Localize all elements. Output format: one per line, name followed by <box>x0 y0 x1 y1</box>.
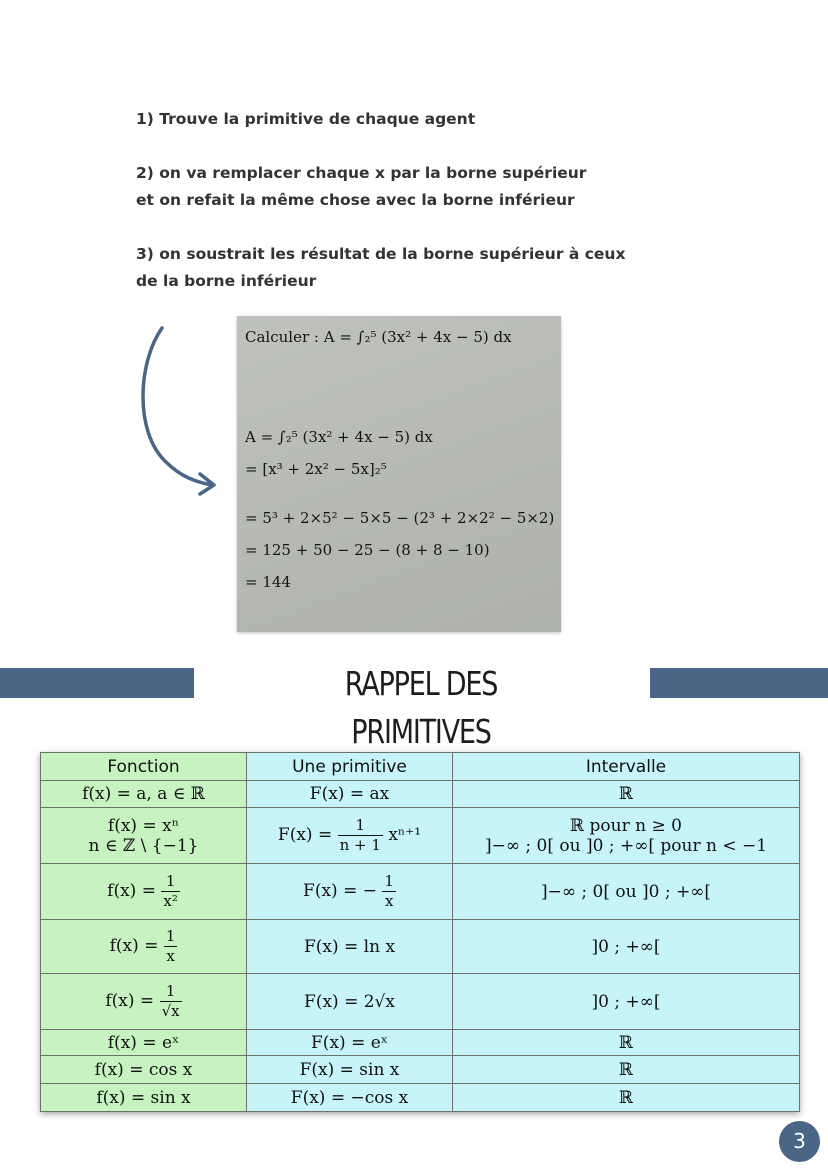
fraction <box>382 872 396 911</box>
example-prompt: Calculer : A = ∫₂⁵ (3x² + 4x − 5) dx <box>245 328 512 346</box>
fonction-prefix: f(x) = <box>107 881 156 901</box>
primitives-table <box>40 752 800 1112</box>
header-intervalle: Intervalle <box>453 753 800 781</box>
step-1 <box>136 106 696 133</box>
heading-bar-left <box>0 668 194 698</box>
cell-fonction <box>41 974 247 1030</box>
page-number-badge: 3 <box>779 1121 820 1162</box>
cell-primitive <box>247 808 453 864</box>
fraction <box>338 816 383 855</box>
fraction-denominator: x <box>384 892 394 910</box>
table-row <box>41 974 800 1030</box>
cell-fonction <box>41 920 247 974</box>
table-row <box>41 1084 800 1112</box>
example-line-4: = 125 + 50 − 25 − (8 + 8 − 10) <box>245 541 490 559</box>
table-row <box>41 864 800 920</box>
step-2 <box>136 160 696 214</box>
cell-intervalle <box>453 808 800 864</box>
cell-intervalle: ]0 ; +∞[ <box>453 920 800 974</box>
cell-fonction-line-2: n ∈ ℤ \ {−1} <box>88 835 199 856</box>
fraction-numerator: 1 <box>161 872 179 892</box>
primitive-suffix: xⁿ⁺¹ <box>388 825 422 845</box>
cell-primitive: F(x) = −cos x <box>247 1084 453 1112</box>
cell-fonction: f(x) = a, a ∈ ℝ <box>41 781 247 808</box>
table-row <box>41 781 800 808</box>
section-heading: RAPPEL DES PRIMITIVES <box>274 660 568 758</box>
cell-intervalle: ℝ <box>453 1084 800 1112</box>
example-line-5: = 144 <box>245 573 291 591</box>
step-2-line-2: et on refait la même chose avec la borne inférieur <box>136 191 575 209</box>
fraction-numerator: 1 <box>338 816 383 836</box>
worked-example-photo <box>237 316 561 632</box>
fraction-numerator: 1 <box>165 927 176 945</box>
header-fonction: Fonction <box>41 753 247 781</box>
cell-fonction: f(x) = eˣ <box>41 1030 247 1056</box>
cell-fonction: f(x) = sin x <box>41 1084 247 1112</box>
primitive-prefix: F(x) = − <box>303 881 377 901</box>
cell-fonction <box>41 808 247 864</box>
table-row <box>41 920 800 974</box>
cell-intervalle: ]0 ; +∞[ <box>453 974 800 1030</box>
cell-primitive: F(x) = 2√x <box>247 974 453 1030</box>
curved-arrow-icon <box>136 322 226 502</box>
cell-primitive <box>247 864 453 920</box>
cell-intervalle: ℝ <box>453 1030 800 1056</box>
table-row <box>41 1056 800 1084</box>
example-line-3: = 5³ + 2×5² − 5×5 − (2³ + 2×2² − 5×2) <box>245 509 555 527</box>
cell-fonction-line-1: f(x) = xⁿ <box>107 815 180 836</box>
fraction-denominator: n + 1 <box>339 836 381 854</box>
fraction-denominator: x² <box>163 892 178 910</box>
primitive-prefix: F(x) = <box>277 825 333 845</box>
table-header-row <box>41 753 800 781</box>
cell-primitive: F(x) = sin x <box>247 1056 453 1084</box>
heading-bar-right <box>650 668 828 698</box>
cell-intervalle: ℝ <box>453 781 800 808</box>
cell-fonction: f(x) = cos x <box>41 1056 247 1084</box>
cell-intervalle-line-2: ]−∞ ; 0[ ou ]0 ; +∞[ pour n < −1 <box>484 835 768 856</box>
cell-primitive: F(x) = eˣ <box>247 1030 453 1056</box>
step-3-line-2: de la borne inférieur <box>136 272 317 290</box>
example-line-1: A = ∫₂⁵ (3x² + 4x − 5) dx <box>245 428 433 446</box>
header-primitive: Une primitive <box>247 753 453 781</box>
example-line-2: = [x³ + 2x² − 5x]₂⁵ <box>245 460 387 478</box>
cell-intervalle: ]−∞ ; 0[ ou ]0 ; +∞[ <box>453 864 800 920</box>
step-2-line-1: 2) on va remplacer chaque x par la borne supérieur <box>136 164 587 182</box>
step-3 <box>136 241 696 295</box>
fraction <box>164 927 178 966</box>
table-row <box>41 808 800 864</box>
fraction-denominator: x <box>166 947 175 965</box>
step-3-line-1: 3) on soustrait les résultat de la borne supérieur à ceux <box>136 245 626 263</box>
table-row <box>41 1030 800 1056</box>
fonction-prefix: f(x) = <box>105 991 155 1011</box>
cell-intervalle-line-1: ℝ pour n ≥ 0 <box>570 815 682 836</box>
cell-intervalle: ℝ <box>453 1056 800 1084</box>
step-1-line-1: 1) Trouve la primitive de chaque agent <box>136 110 476 128</box>
fraction-denominator: √x <box>161 1002 180 1020</box>
fraction <box>161 872 179 911</box>
cell-primitive: F(x) = ln x <box>247 920 453 974</box>
cell-fonction <box>41 864 247 920</box>
fraction <box>160 982 182 1021</box>
instructions <box>136 106 696 322</box>
fraction-numerator: 1 <box>384 872 394 890</box>
fonction-prefix: f(x) = <box>109 936 159 956</box>
fraction-numerator: 1 <box>160 982 182 1002</box>
cell-primitive: F(x) = ax <box>247 781 453 808</box>
